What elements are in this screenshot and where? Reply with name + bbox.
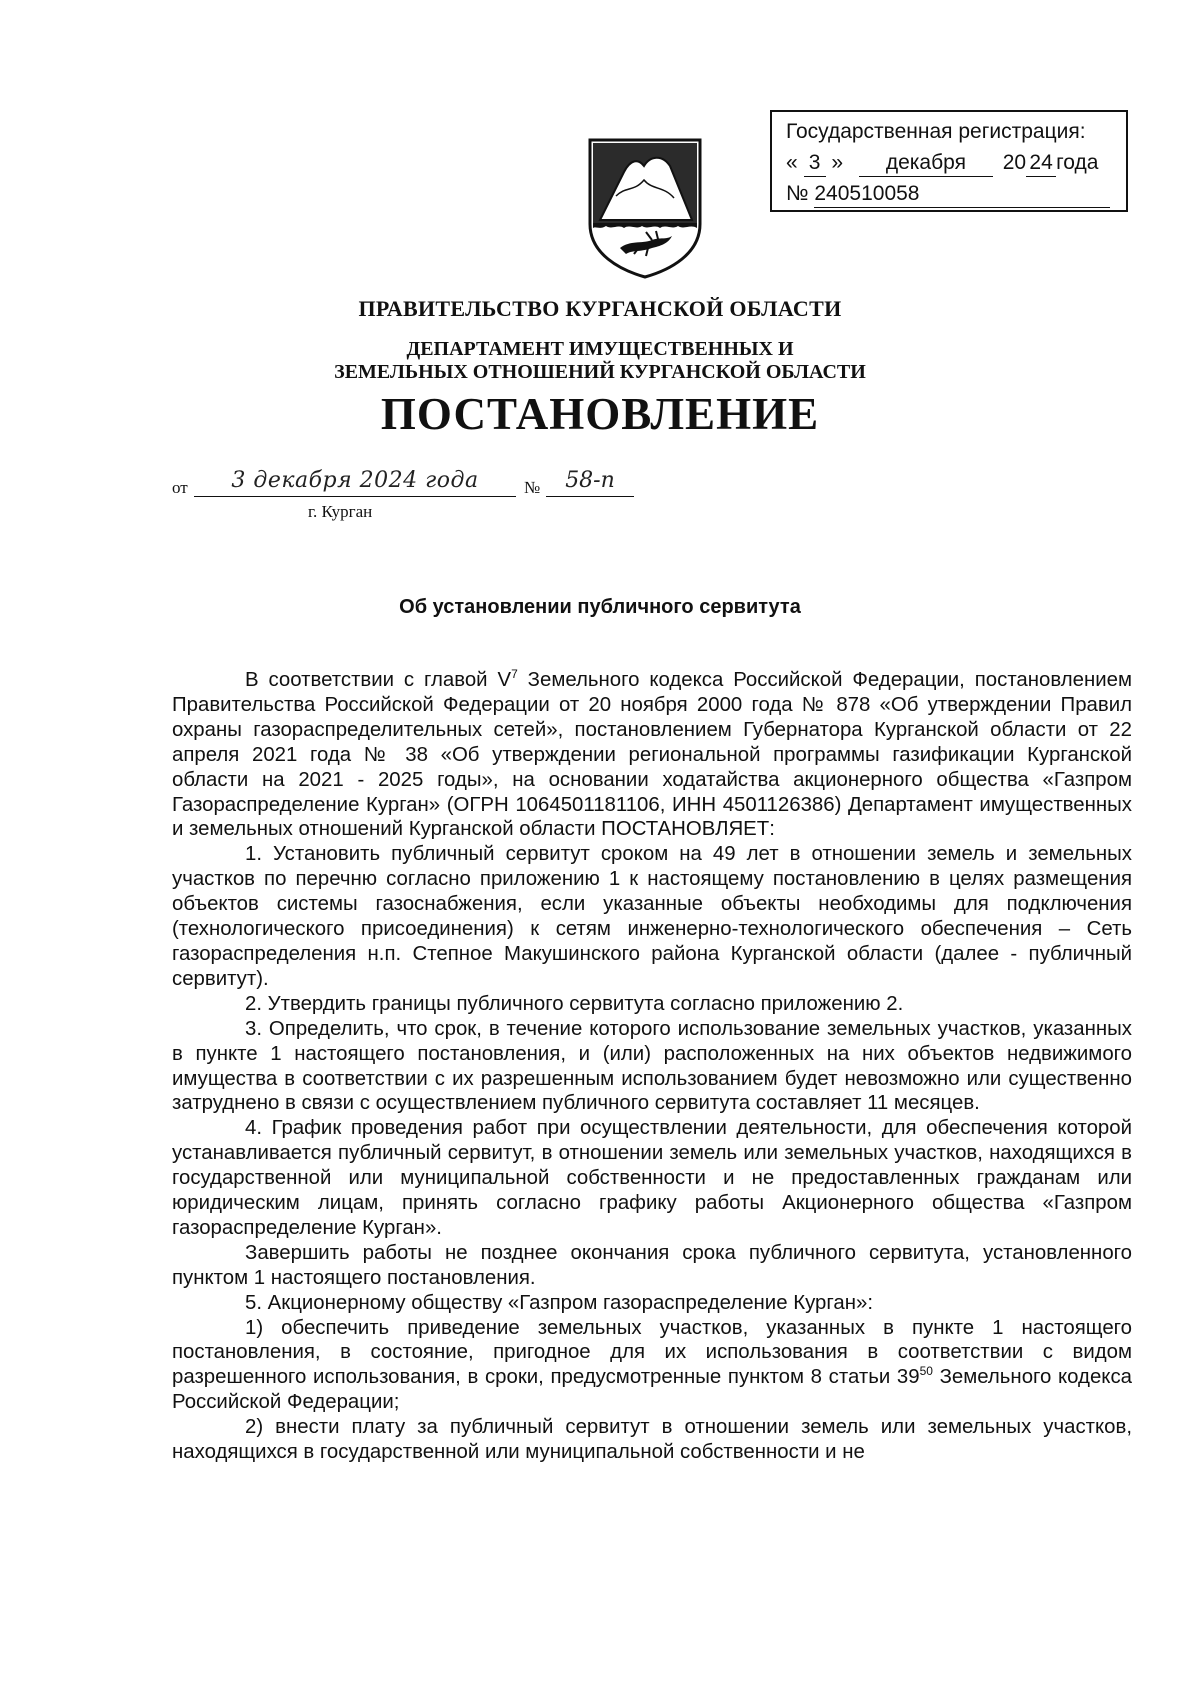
registration-title: Государственная регистрация: bbox=[786, 120, 1086, 143]
number-label: № bbox=[524, 478, 541, 497]
paragraph-item-4: 4. График проведения работ при осуществлении деятельности, для обеспечения которой устанавливается публичный сервитут, в отношении земель или земельных участков, находящихся в государственной или муниципальной собственности и не предоставленных гражданам или юридическим лицам, принять согласно графику работы Акционерного общества «Газпром газораспределение Курган». bbox=[172, 1117, 1132, 1239]
registration-stamp bbox=[770, 110, 1128, 212]
government-title: ПРАВИТЕЛЬСТВО КУРГАНСКОЙ ОБЛАСТИ bbox=[358, 296, 842, 321]
paragraph-item-5-1: 1) обеспечить приведение земельных участков, указанных в пункте 1 настоящего постановления, в состояние, пригодное для их использования в соответствии с видом разрешенного использования, в сроки, предусмотренные пунктом 8 статьи $39^{50}$ Земельного кодекса Российской Федерации; bbox=[172, 1316, 1132, 1414]
handwritten-number: 58-п bbox=[546, 468, 634, 497]
coat-of-arms-emblem bbox=[586, 136, 704, 279]
document-type-title: ПОСТАНОВЛЕНИЕ bbox=[380, 389, 820, 439]
paragraph-item-2: 2. Утвердить границы публичного сервитута согласно приложению 2. bbox=[245, 992, 904, 1015]
registration-number: 240510058 bbox=[814, 181, 1110, 208]
registration-day: 3 bbox=[804, 150, 826, 177]
registration-number-line: № 240510058 bbox=[786, 178, 1118, 209]
paragraph-item-1: 1. Установить публичный сервитут сроком на 49 лет в отношении земель и земельных участков по перечню согласно приложению 1 к настоящему постановлению в целях размещения объектов системы газоснабжения, если указанные объекты необходимы для подключения (технологического присоединения) к сетям инженерно-технологического обеспечения – Сеть газораспределения н.п. Степное Макушинского района Курганской области (далее - публичный сервитут). bbox=[172, 843, 1132, 990]
document-body bbox=[172, 668, 1132, 1465]
registration-month: декабря bbox=[859, 150, 993, 177]
paragraph-item-3: 3. Определить, что срок, в течение которого использование земельных участков, указанных в пункте 1 настоящего постановления, и (или) расположенных на них объектов недвижимого имущества в соответствии с их разрешенным использованием будет невозможно или существенно затруднено в связи с осуществлением публичного сервитута составляет 11 месяцев. bbox=[172, 1017, 1132, 1115]
registration-year: 24 bbox=[1026, 150, 1056, 177]
paragraph-item-5: 5. Акционерному обществу «Газпром газораспределение Курган»: bbox=[245, 1291, 873, 1314]
from-label: от bbox=[172, 478, 188, 497]
date-number-line bbox=[172, 468, 672, 528]
document-subject: Об установлении публичного сервитута bbox=[399, 596, 801, 618]
paragraph-item-4-completion: Завершить работы не позднее окончания срока публичного сервитута, установленного пунктом 1 настоящего постановления. bbox=[172, 1241, 1132, 1289]
paragraph-preamble: В соответствии с главой $V^7$ Земельного кодекса Российской Федерации, постановлением Правительства Российской Федерации от 20 ноября 2000 года № 878 «Об утверждении Правил охраны газораспределительных сетей», постановлением Губернатора Курганской области от 22 апреля 2021 года № 38 «Об утверждении региональной программы газификации Курганской области на 2021 - 2025 годы», на основании ходатайства акционерного общества «Газпром Газораспределение Курган» (ОГРН 1064501181106, ИНН 4501126386) Департамент имущественных и земельных отношений Курганской области ПОСТАНОВЛЯЕТ: bbox=[172, 667, 1132, 841]
city-label: г. Курган bbox=[308, 502, 373, 521]
handwritten-date: 3 декабря 2024 года bbox=[194, 468, 516, 497]
registration-date: « 3 » декабря 20 24 года bbox=[786, 147, 1118, 178]
paragraph-item-5-2: 2) внести плату за публичный сервитут в отношении земель или земельных участков, находящихся в государственной или муниципальной собственности и не bbox=[172, 1416, 1132, 1464]
department-title: ДЕПАРТАМЕНТ ИМУЩЕСТВЕННЫХ И ЗЕМЕЛЬНЫХ ОТНОШЕНИЙ КУРГАНСКОЙ ОБЛАСТИ bbox=[334, 338, 866, 383]
